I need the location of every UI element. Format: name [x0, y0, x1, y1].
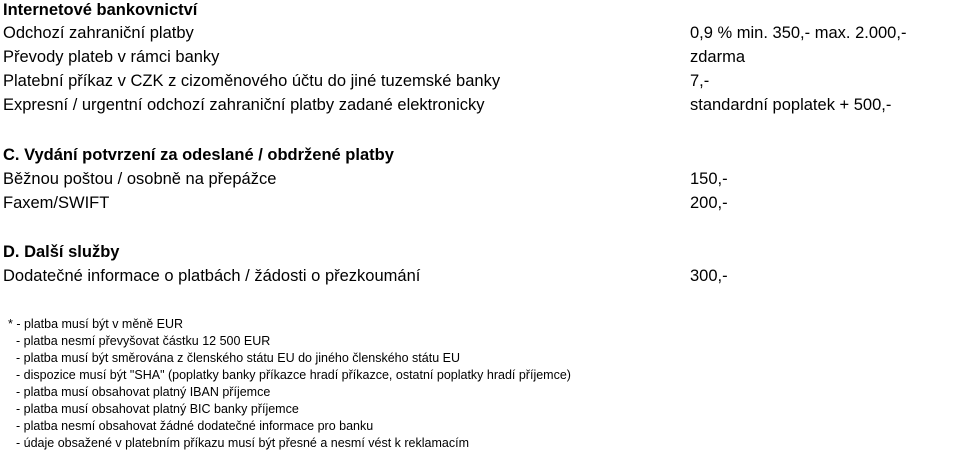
fee-label: Expresní / urgentní odchozí zahraniční platby zadané elektronicky — [3, 96, 485, 114]
section-title-other-services: D. Další služby — [3, 243, 120, 261]
fee-label: Běžnou poštou / osobně na přepážce — [3, 170, 277, 188]
fee-label: Faxem/SWIFT — [3, 194, 110, 212]
note-item: - platba musí obsahovat platný IBAN příjemce — [16, 385, 271, 399]
fee-value: zdarma — [690, 48, 746, 66]
fee-value: 0,9 % min. 350,- max. 2.000,- — [690, 24, 907, 42]
note-item: - údaje obsažené v platebním příkazu musí být přesné a nesmí vést k reklamacím — [16, 436, 469, 450]
fee-value: 150,- — [690, 170, 728, 188]
note-item: * - platba musí být v měně EUR — [8, 317, 184, 331]
section-title-confirmations: C. Vydání potvrzení za odeslané / obdržené platby — [3, 146, 394, 164]
fee-value: 200,- — [690, 194, 728, 212]
note-item: - platba musí obsahovat platný BIC banky příjemce — [16, 402, 299, 416]
section-title-internet-banking: Internetové bankovnictví — [3, 1, 198, 19]
fee-label: Odchozí zahraniční platby — [3, 24, 194, 42]
note-item: - platba nesmí převyšovat částku 12 500 EUR — [16, 334, 271, 348]
fee-label: Převody plateb v rámci banky — [3, 48, 220, 66]
note-item: - platba musí být směrována z členského státu EU do jiného členského státu EU — [16, 351, 460, 365]
note-item: - platba nesmí obsahovat žádné dodatečné informace pro banku — [16, 419, 374, 433]
fee-value: 7,- — [690, 72, 710, 90]
note-item: - dispozice musí být "SHA" (poplatky banky příkazce hradí příkazce, ostatní poplatky hradí příjemce) — [16, 368, 571, 382]
fee-value: 300,- — [690, 267, 728, 285]
fee-label: Platební příkaz v CZK z cizoměnového účtu do jiné tuzemské banky — [3, 72, 501, 90]
fee-label: Dodatečné informace o platbách / žádosti o přezkoumání — [3, 267, 421, 285]
fee-value: standardní poplatek + 500,- — [690, 96, 892, 114]
